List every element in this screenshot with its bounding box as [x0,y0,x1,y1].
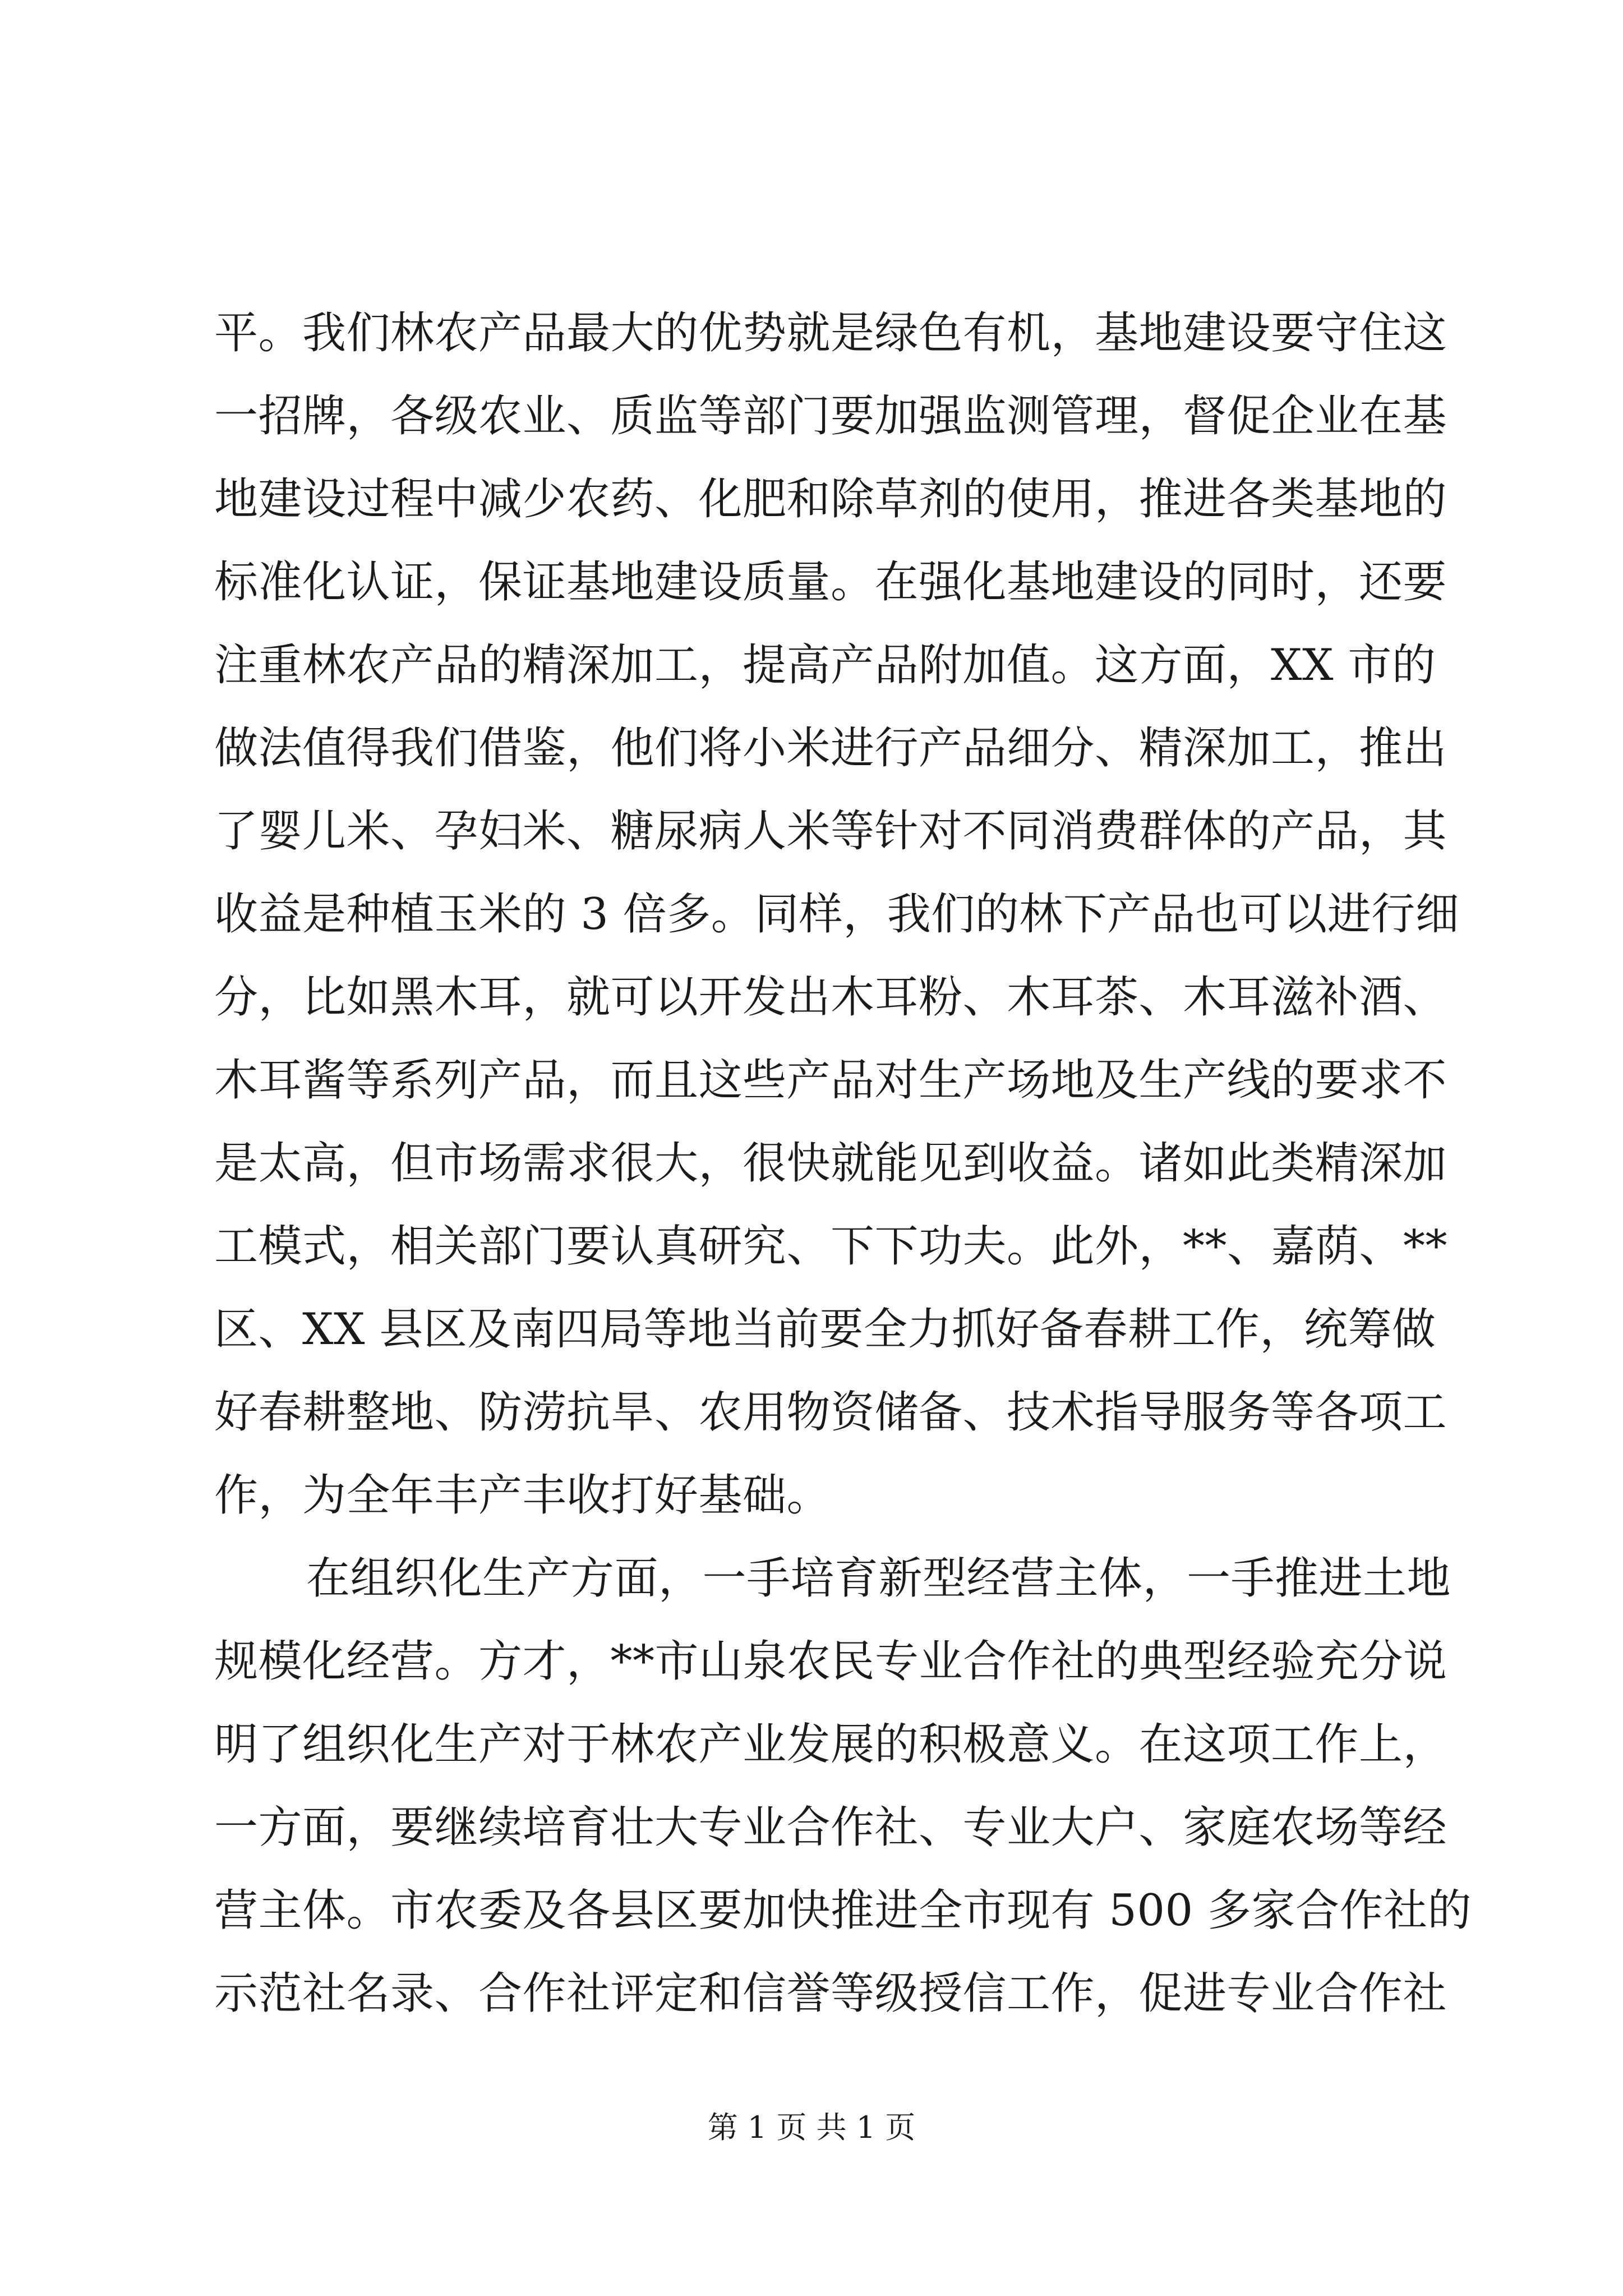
text-line: 好春耕整地、防涝抗旱、农用物资储备、技术指导服务等各项工 [214,1387,1447,1438]
text-line: 木耳酱等系列产品，而且这些产品对生产场地及生产线的要求不 [214,1055,1447,1106]
text-line: 地建设过程中减少农药、化肥和除草剂的使用，推进各类基地的 [214,474,1447,524]
text-line: 收益是种植玉米的 3 倍多。同样，我们的林下产品也可以进行细 [214,889,1460,940]
text-line: 是太高，但市场需求很大，很快就能见到收益。诸如此类精深加 [214,1138,1447,1189]
page-number-footer: 第 1 页 共 1 页 [707,2110,916,2145]
text-line: 一招牌，各级农业、质监等部门要加强监测管理，督促企业在基 [214,391,1447,441]
paragraph-2 [214,1537,1472,2035]
text-line: 工模式，相关部门要认真研究、下下功夫。此外，**、嘉荫、** [214,1221,1448,1272]
text-line: 标准化认证，保证基地建设质量。在强化基地建设的同时，还要 [214,557,1447,608]
text-line: 做法值得我们借鉴，他们将小米进行产品细分、精深加工，推出 [214,723,1447,774]
text-line: 在组织化生产方面，一手培育新型经营主体，一手推进土地 [306,1553,1451,1604]
text-line: 平。我们林农产品最大的优势就是绿色有机，基地建设要守住这 [214,308,1447,358]
text-line: 作，为全年丰产丰收打好基础。 [214,1470,831,1521]
text-line: 了婴儿米、孕妇米、糖尿病人米等针对不同消费群体的产品，其 [214,806,1447,857]
text-line: 分，比如黑木耳，就可以开发出木耳粉、木耳茶、木耳滋补酒、 [214,972,1447,1023]
paragraph-1 [214,292,1460,1537]
text-line: 一方面，要继续培育壮大专业合作社、专业大户、家庭农场等经 [214,1802,1447,1853]
text-line: 注重林农产品的精深加工，提高产品附加值。这方面，XX 市的 [214,640,1436,691]
text-line: 规模化经营。方才，**市山泉农民专业合作社的典型经验充分说 [214,1636,1447,1687]
text-line: 明了组织化生产对于林农产业发展的积极意义。在这项工作上， [214,1719,1447,1770]
text-line: 示范社名录、合作社评定和信誉等级授信工作，促进专业合作社 [214,1968,1447,2019]
text-line: 营主体。市农委及各县区要加快推进全市现有 500 多家合作社的 [214,1885,1472,1936]
text-line: 区、XX 县区及南四局等地当前要全力抓好备春耕工作，统筹做 [214,1304,1436,1355]
document-body [214,292,1472,2035]
